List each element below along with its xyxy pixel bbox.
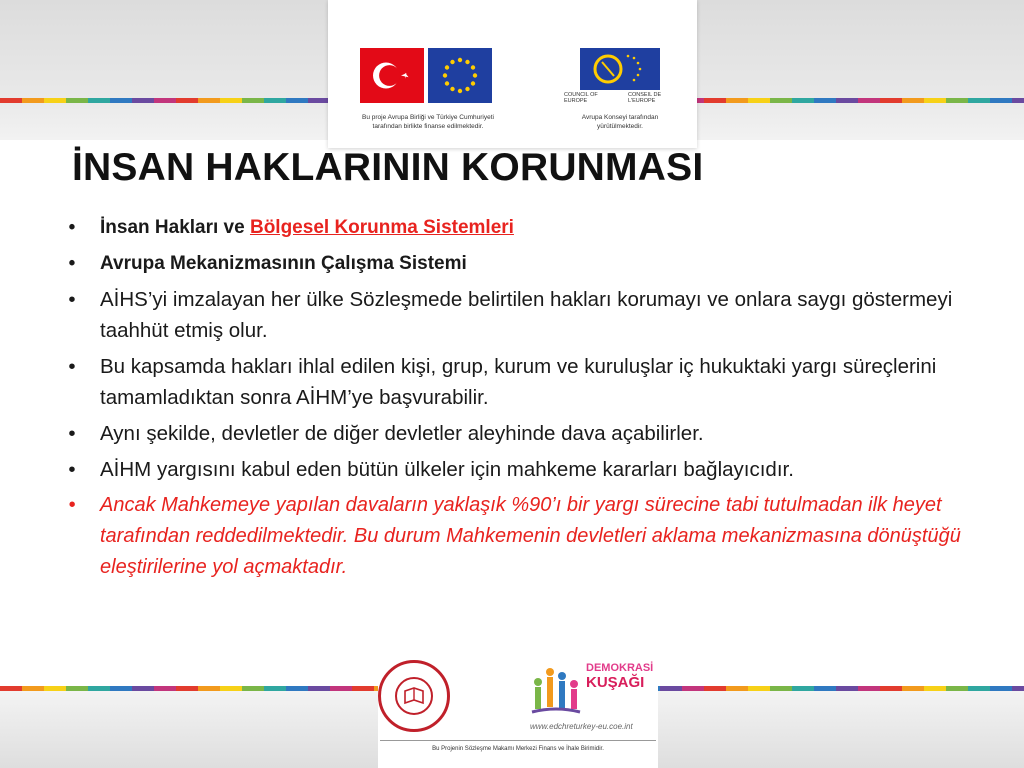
bullet-text: AİHS’yi imzalayan her ülke Sözleşmede belirtilen hakları korumayı ve onlara saygı göstermeyi taahhüt etmiş olur. xyxy=(100,288,953,342)
bullet-item-4 xyxy=(62,351,972,413)
bullet-glyph: • xyxy=(68,288,76,311)
bullet-text: Avrupa Mekanizmasının Çalışma Sistemi xyxy=(100,253,467,274)
bullet-glyph: • xyxy=(68,422,76,445)
bullet-glyph: • xyxy=(68,458,76,481)
council-of-europe-name: COUNCIL OF EUROPE CONSEIL DE L'EUROPE xyxy=(564,92,662,104)
bullet-item-1 xyxy=(62,212,972,243)
bullet-item-5 xyxy=(62,418,972,449)
democracy-belt-logo xyxy=(530,662,654,722)
bullet-glyph: • xyxy=(68,355,76,378)
bullet-text: Aynı şekilde, devletler de diğer devletler aleyhinde dava açabilirler. xyxy=(100,422,704,445)
footer-divider xyxy=(380,740,656,741)
slide-title: İNSAN HAKLARININ KORUNMASI xyxy=(72,146,704,189)
footer-logos-panel xyxy=(378,658,658,768)
democracy-belt-wordmark: DEMOKRASİ KUŞAĞI xyxy=(586,662,654,691)
bullet-item-7 xyxy=(62,490,972,583)
people-figures-icon xyxy=(530,662,582,718)
bullet-text: Bu kapsamda hakları ihlal edilen kişi, grup, kurum ve kuruluşlar iç hukuktaki yargı süreçlerini tamamladıktan sonra AİHM’ye başvurabilir. xyxy=(100,355,937,409)
regional-protection-link[interactable]: Bölgesel Korunma Sistemleri xyxy=(249,217,514,238)
bullet-list xyxy=(62,212,972,588)
bullet-text: AİHM yargısını kabul eden bütün ülkeler için mahkeme kararları bağlayıcıdır. xyxy=(100,458,794,481)
seal-inner-ring xyxy=(395,677,433,715)
council-of-europe-caption: Avrupa Konseyi tarafından yürütülmektedir. xyxy=(581,114,659,130)
funding-logos-panel xyxy=(328,0,697,148)
bullet-item-6 xyxy=(62,454,972,485)
ministry-of-education-seal-icon xyxy=(378,660,450,732)
bullet-glyph: • xyxy=(68,494,76,516)
bullet-glyph: • xyxy=(68,253,76,274)
council-of-europe-logo-icon xyxy=(580,48,660,90)
contracting-authority-caption: Bu Projenin Sözleşme Makamı Merkezi Finans ve İhale Birimidir. xyxy=(432,746,604,752)
eu-turkey-funding-caption: Bu proje Avrupa Birliği ve Türkiye Cumhuriyeti tarafından birlikte finanse edilmektedir. xyxy=(362,114,494,130)
eu-flag-icon xyxy=(428,48,492,103)
bullet-text: Ancak Mahkemeye yapılan davaların yaklaşık %90’ı bir yargı sürecine tabi tutulmadan ilk heyet tarafından reddedilmektedir. Bu durum Mahkemenin devletleri aklama mekanizmasına dönüştüğü eleştirilerine yol açmaktadır. xyxy=(100,494,961,578)
bullet-text: İnsan Hakları ve xyxy=(100,217,250,238)
bullet-item-3 xyxy=(62,284,972,346)
bullet-glyph: • xyxy=(68,217,76,238)
bullet-item-2 xyxy=(62,248,972,279)
project-website-url[interactable]: www.edchreturkey-eu.coe.int xyxy=(530,722,633,731)
turkey-flag-icon xyxy=(360,48,424,103)
